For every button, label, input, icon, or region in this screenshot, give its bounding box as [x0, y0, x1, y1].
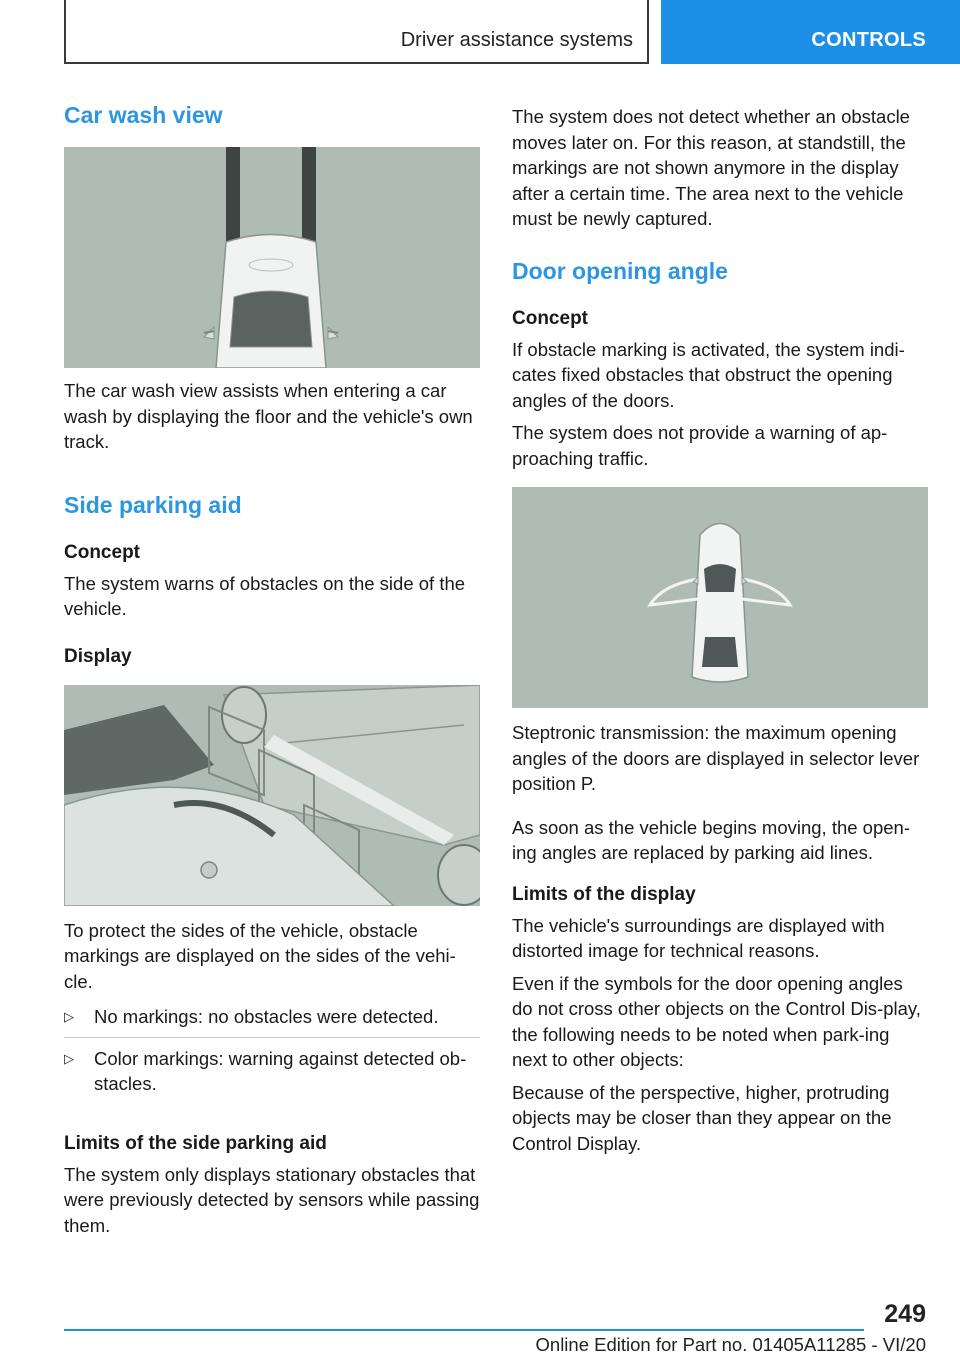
list-item	[64, 1004, 480, 1030]
header-chapter-tab	[661, 0, 960, 64]
side-parking-aid-illustration	[64, 685, 480, 906]
paragraph-door-concept-1: If obstacle marking is activated, the system indi-cates fixed obstacles that obstruct the opening angles of the doors.	[512, 338, 905, 411]
footer-edition: Online Edition for Part no. 01405A11285 - VI/20	[535, 1334, 926, 1355]
page-number: 249	[884, 1300, 926, 1328]
heading-door-opening-angle: Door opening angle	[512, 257, 728, 284]
triangle-right-icon: ▷	[64, 1050, 74, 1066]
header-chapter-title: CONTROLS	[811, 29, 926, 51]
heading-side-parking-aid: Side parking aid	[64, 491, 242, 518]
triangle-right-icon: ▷	[64, 1009, 74, 1024]
paragraph-limits-display-2: Even if the symbols for the door opening angles do not cross other objects on the Control Dis-play, the following needs to be noted when park-ing next to other objects:	[512, 972, 921, 1070]
paragraph-limits-side-parking: The system only displays stationary obstacles that were previously detected by sensors while passing them.	[64, 1163, 480, 1236]
list-item-text: Color markings: warning against detected ob-stacles.	[94, 1047, 467, 1094]
footer-divider	[64, 1329, 864, 1331]
car-wash-view-illustration	[64, 147, 480, 368]
subheading-display: Display	[64, 645, 132, 667]
door-opening-angle-illustration	[512, 487, 928, 708]
heading-car-wash-view: Car wash view	[64, 102, 223, 128]
subheading-limits-display: Limits of the display	[512, 883, 696, 905]
paragraph-side-parking-concept: The system warns of obstacles on the side of the vehicle.	[64, 572, 466, 619]
paragraph-vehicle-moving: As soon as the vehicle begins moving, the open-ing angles are replaced by parking aid lines.	[512, 816, 910, 863]
header-section-box	[64, 0, 649, 64]
subheading-concept: Concept	[64, 541, 140, 563]
paragraph-protect-sides: To protect the sides of the vehicle, obstacle markings are displayed on the sides of the vehi-cle.	[64, 919, 456, 992]
paragraph-limits-display-3: Because of the perspective, higher, protruding objects may be closer than they appear on the Control Display.	[512, 1081, 892, 1154]
list-separator	[64, 1037, 480, 1038]
subheading-concept-door: Concept	[512, 307, 588, 329]
paragraph-steptronic: Steptronic transmission: the maximum opening angles of the doors are displayed in selector lever position P.	[512, 722, 920, 794]
list-item-text: No markings: no obstacles were detected.	[94, 1006, 439, 1027]
header-section-title: Driver assistance systems	[400, 29, 633, 51]
paragraph-door-concept-2: The system does not provide a warning of ap-proaching traffic.	[512, 422, 888, 469]
list-item	[64, 1046, 480, 1097]
paragraph-car-wash-view: The car wash view assists when entering a car wash by displaying the floor and the vehicle's own track.	[64, 380, 473, 452]
paragraph-limits-display-1: The vehicle's surroundings are displayed with distorted image for technical reasons.	[512, 914, 885, 961]
left-column	[64, 100, 480, 1238]
markings-list	[64, 1004, 480, 1097]
right-column	[512, 104, 928, 1156]
paragraph-obstacle-detection: The system does not detect whether an obstacle moves later on. For this reason, at standstill, the markings are not shown anymore in the display after a certain time. The area next to the vehicle must be newly captured.	[512, 106, 910, 229]
subheading-limits-side-parking: Limits of the side parking aid	[64, 1132, 327, 1154]
